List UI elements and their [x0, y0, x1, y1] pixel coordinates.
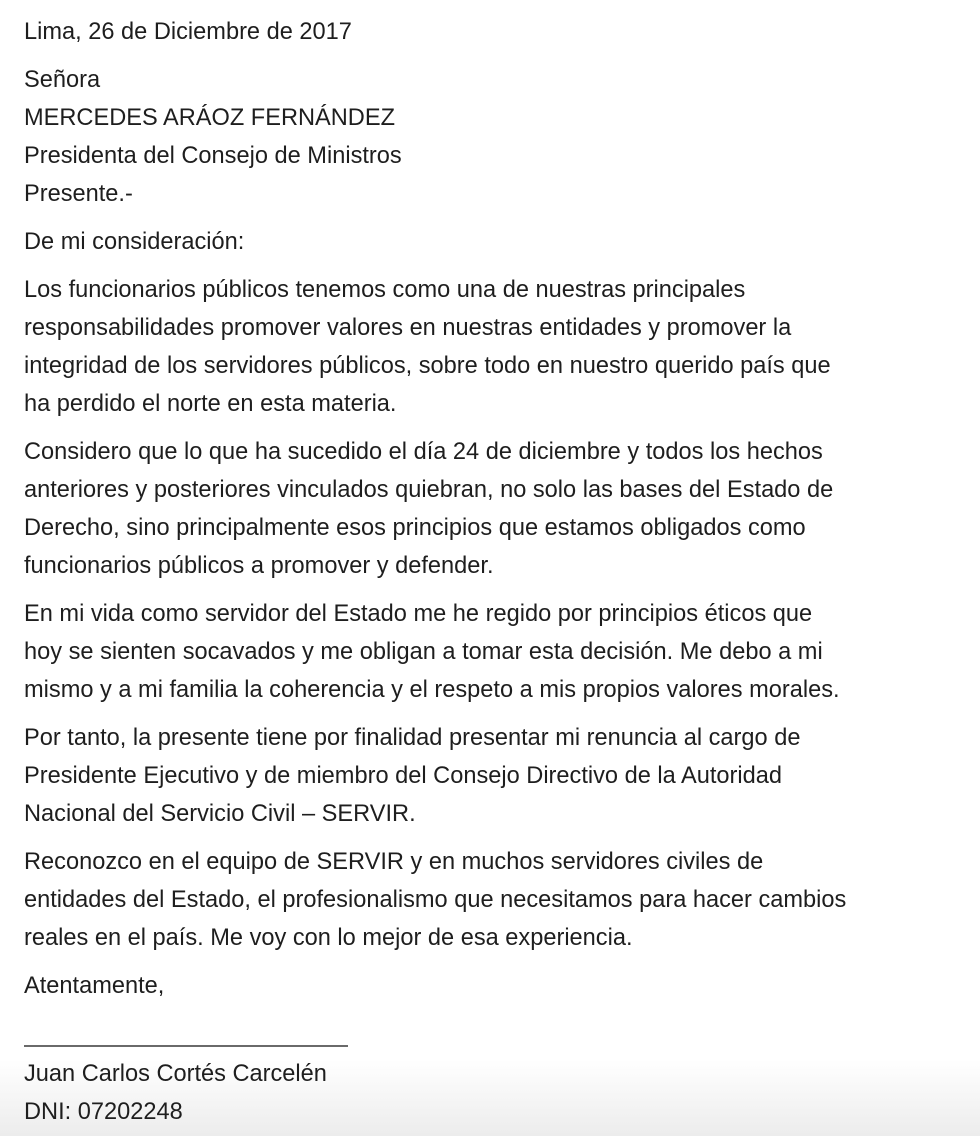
paragraph-line: En mi vida como servidor del Estado me he regido por principios éticos que — [24, 601, 813, 627]
paragraph-line: anteriores y posteriores vinculados quiebran, no solo las bases del Estado de — [24, 477, 834, 503]
paragraph-line: entidades del Estado, el profesionalismo que necesitamos para hacer cambios — [24, 887, 847, 913]
paragraph-line: Considero que lo que ha sucedido el día 24 de diciembre y todos los hechos — [24, 439, 823, 465]
recipient-position: Presidenta del Consejo de Ministros — [24, 143, 402, 169]
recipient-name: MERCEDES ARÁOZ FERNÁNDEZ — [24, 105, 395, 131]
letter-body — [24, 271, 974, 957]
paragraph-line: Por tanto, la presente tiene por finalidad presentar mi renuncia al cargo de — [24, 725, 801, 751]
recipient-block — [24, 61, 974, 213]
paragraph-line: hoy se sienten socavados y me obligan a tomar esta decisión. Me debo a mi — [24, 639, 823, 665]
paragraph-line: responsabilidades promover valores en nuestras entidades y promover la — [24, 315, 792, 341]
paragraph-line: mismo y a mi familia la coherencia y el respeto a mis propios valores morales. — [24, 677, 840, 703]
closing: Atentamente, — [24, 973, 165, 999]
signature-line — [24, 1045, 348, 1047]
salutation: De mi consideración: — [24, 229, 245, 255]
paragraph-line: ha perdido el norte en esta materia. — [24, 391, 397, 417]
body-paragraph — [24, 719, 974, 833]
paragraph-line: Los funcionarios públicos tenemos como una de nuestras principales — [24, 277, 746, 303]
body-paragraph — [24, 433, 974, 585]
body-paragraph — [24, 595, 974, 709]
paragraph-line: Nacional del Servicio Civil – SERVIR. — [24, 801, 416, 827]
paragraph-line: funcionarios públicos a promover y defender. — [24, 553, 494, 579]
paragraph-line: Derecho, sino principalmente esos principios que estamos obligados como — [24, 515, 806, 541]
letter — [24, 13, 974, 1131]
letter-date: Lima, 26 de Diciembre de 2017 — [24, 19, 352, 45]
body-paragraph — [24, 271, 974, 423]
paragraph-line: integridad de los servidores públicos, sobre todo en nuestro querido país que — [24, 353, 831, 379]
paragraph-line: reales en el país. Me voy con lo mejor de esa experiencia. — [24, 925, 633, 951]
paragraph-line: Presidente Ejecutivo y de miembro del Consejo Directivo de la Autoridad — [24, 763, 783, 789]
recipient-title: Señora — [24, 67, 101, 93]
paragraph-line: Reconozco en el equipo de SERVIR y en muchos servidores civiles de — [24, 849, 764, 875]
signer-dni: DNI: 07202248 — [24, 1099, 183, 1125]
signer-name: Juan Carlos Cortés Carcelén — [24, 1061, 327, 1087]
recipient-presente: Presente.- — [24, 181, 133, 207]
body-paragraph — [24, 843, 974, 957]
